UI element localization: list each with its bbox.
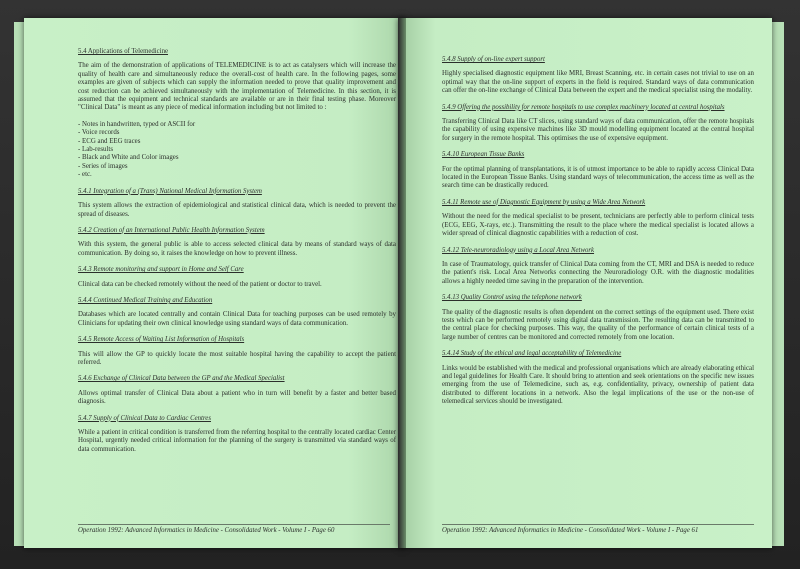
section-5-4-7 — [78, 415, 396, 455]
section-5-4-1 — [78, 188, 396, 219]
section-text: This will allow the GP to quickly locate the most suitable hospital having the capability to accept the patient referred. — [78, 350, 396, 366]
section-5-4-2 — [78, 227, 396, 258]
section-5-4-14 — [442, 350, 754, 406]
section-heading: 5.4.8 Supply of on-line expert support — [442, 56, 545, 63]
section-text: With this system, the general public is able to access selected clinical data by means of standard ways of data communication. By doing so, it raises the knowledge on how to prevent illness. — [78, 241, 396, 257]
list-item: - Lab-results — [78, 146, 114, 154]
list-item: - Voice records — [78, 129, 120, 137]
section-text: For the optimal planning of transplantations, it is of utmost importance to be able to rapidly access Clinical Data located in the European Tissue Banks. Using standard ways of telecommunication, the access time as well as the search time can be drastically reduced. — [442, 165, 754, 190]
intro-text: The aim of the demonstration of applications of TELEMEDICINE is to act as catalysers which will increase the quality of health care and simultaneously reduce the overall-cost of health care. In the following pages, some examples are given of subjects which can supply the information needed to prove that quality improvement and cost reduction can be achieved simultaneously with the implementation of Telemedicine. In this section, it is assumed that the equipment and technical standards are available or are in their final testing phase. Moreover "Clinical Data" is meant as any piece of medical information including but not limited to : — [78, 62, 396, 112]
section-heading: 5.4.4 Continued Medical Training and Education — [78, 296, 213, 304]
section-5-4-8 — [442, 56, 754, 96]
section-5-4-13 — [442, 294, 754, 342]
section-5-4-5 — [78, 336, 396, 367]
section-5-4-12 — [442, 247, 754, 287]
left-page-content — [78, 48, 396, 508]
section-heading: 5.4.6 Exchange of Clinical Data between the GP and the Medical Specialist — [78, 375, 285, 383]
list-item: - Black and White and Color images — [78, 154, 179, 162]
section-text: Databases which are located centrally and contain Clinical Data for teaching purposes can be used remotely by Clinicians for updating their own clinical knowledge using standard ways of data communication. — [78, 311, 396, 327]
section-5-4-9 — [442, 104, 754, 144]
page-footer: Operation 1992: Advanced Informatics in Medicine - Consolidated Work - Volume I - Page 60 — [78, 524, 390, 534]
list-item: - Series of images — [78, 162, 128, 170]
section-text: While a patient in critical condition is transferred from the referring hospital to the centrally located cardiac Center Hospital, urgently needed critical information for the planning of the surgery is transmitted via standard ways of data communication. — [78, 429, 396, 453]
section-5-4-10 — [442, 151, 754, 191]
section-heading: 5.4.10 European Tissue Banks — [442, 151, 525, 159]
section-heading: 5.4.1 Integration of a (Trans) National Medical Information System — [78, 187, 262, 195]
section-text: In case of Traumatology, quick transfer of Clinical Data coming from the CT, MRI and DSA is needed to reduce the patient's risk. Local Area Networks connecting the Neuroradiology O.R. with the diagnostic modalities allows a highly needed time saving in the preparation of the intervention. — [442, 260, 754, 285]
section-5-4-11 — [442, 199, 754, 239]
section-heading: 5.4.9 Offering the possibility for remote hospitals to use complex machinery located at central hospitals — [442, 103, 725, 111]
section-heading: 5.4.2 Creation of an International Public Health Information System — [78, 226, 265, 234]
section-5-4-3 — [78, 266, 396, 289]
section-5-4-4 — [78, 297, 396, 328]
section-text: Transferring Clinical Data like CT slices, using standard ways of data communication, offer the remote hospitals the capability of using expensive machines like 3D mould modelling equipment located at the central hospital for surgery in the remote hospital. This optimises the use of expensive equipment. — [442, 118, 754, 142]
page-stack-right — [770, 22, 784, 546]
book-gutter — [398, 18, 406, 548]
right-page-content — [442, 56, 754, 508]
left-page — [24, 18, 406, 548]
section-heading: 5.4.11 Remote use of Diagnostic Equipment by using a Wide Area Network — [442, 198, 646, 206]
intro-heading: 5.4 Applications of Telemedicine — [78, 48, 169, 55]
section-5-4-6 — [78, 375, 396, 406]
section-text: Without the need for the medical specialist to be present, technicians are perfectly able to perform clinical tests (ECG, EEG, X-rays, etc.). Transmitting the result to the place where the medical specialist is located allows a wider spread of clinical diagnostic capabilities with a reduction of cost. — [442, 213, 754, 238]
section-heading: 5.4.3 Remote monitoring and support in Home and Self Care — [78, 266, 244, 274]
section-heading: 5.4.5 Remote Access of Waiting List Information of Hospitals — [78, 336, 245, 344]
section-text: Links would be established with the medical and professional organisations which are already elaborating ethical and legal guidelines for Health Care. It should bring to attention and seek orientations on the specific new issues emerging from the use of Telemedicine, such as, e.g. confidentiality, privacy, ownership of patient data distributed to different locations in a network. Also the legal implications of the use or the non-use of telemedical services should be investigated. — [442, 364, 754, 406]
list-item: - Notes in handwritten, typed or ASCII for — [78, 120, 196, 128]
page-footer: Operation 1992: Advanced Informatics in Medicine - Consolidated Work - Volume I - Page 61 — [442, 524, 754, 534]
section-text: This system allows the extraction of epidemiological and statistical clinical data, which is needed to prevent the spread of diseases. — [78, 202, 396, 218]
section-text: Clinical data can be checked remotely without the need of the patient or doctor to travel. — [78, 280, 322, 288]
section-text: Allows optimal transfer of Clinical Data about a patient who in turn will benefit by a faster and better based diagnosis. — [78, 389, 396, 406]
list-item: - etc. — [78, 171, 92, 179]
right-page — [398, 18, 772, 548]
section-heading: 5.4.13 Quality Control using the telephone network — [442, 294, 582, 302]
section-heading: 5.4.12 Tele-neuroradiology using a Local Area Network — [442, 246, 595, 254]
section-text: The quality of the diagnostic results is often dependent on the correct settings of the equipment used. There exist tests which can be performed remotely using digital data transmission. The resulting data can be transmitted to the central place for checking purposes. This way, the quality of the performance of certain clinical tests of a large number of centres can be monitored and corrected remotely from one location. — [442, 308, 754, 341]
section-text: Highly specialised diagnostic equipment like MRI, Breast Scanning, etc. in certain cases not trivial to use on an optimal way that the on-line support of experts in the field is required. Standard ways of data communication can offer the on-line exchange of Clinical Data between the expert and the medical specialist using the modality. — [442, 70, 754, 95]
section-heading: 5.4.7 Supply of Clinical Data to Cardiac Centres — [78, 414, 211, 422]
clinical-data-list — [78, 121, 396, 180]
list-item: - ECG and EEG traces — [78, 137, 141, 145]
section-heading: 5.4.14 Study of the ethical and legal acceptability of Telemedicine — [442, 350, 622, 358]
